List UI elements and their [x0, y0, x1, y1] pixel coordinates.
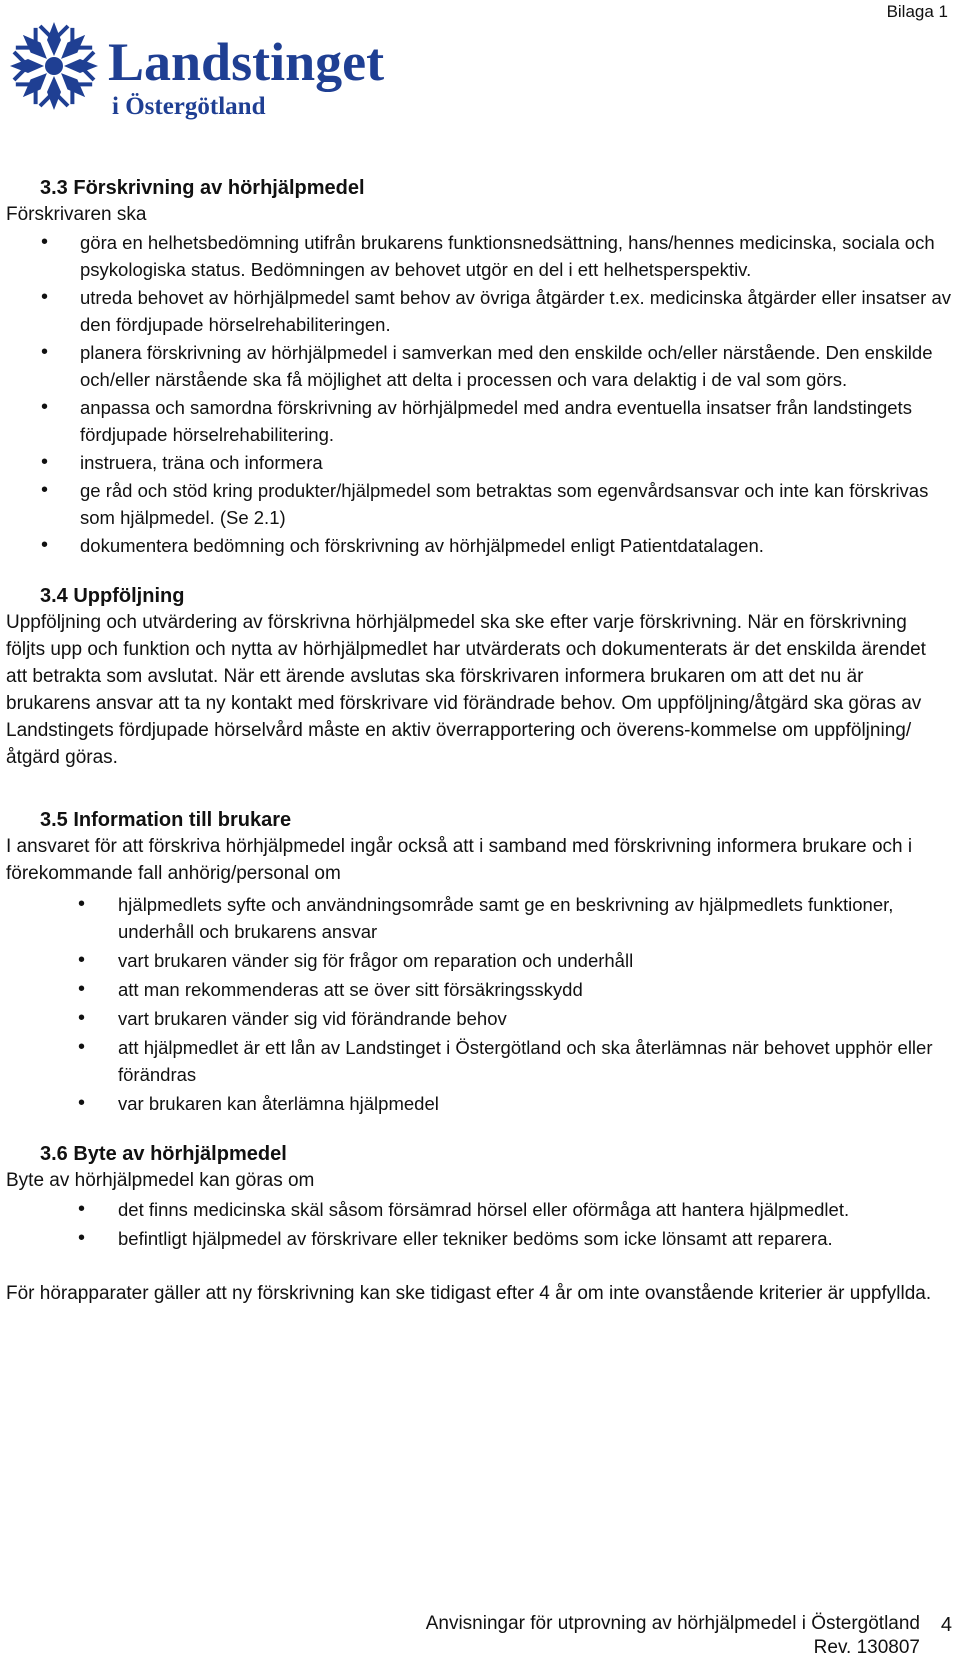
- list-item: • planera förskrivning av hörhjälpmedel i samverkan med den enskilde och/eller närstående. Den enskilde och/eller närstående ska få möjlighet att delta i processen och vara delaktig i de val som görs.: [6, 339, 951, 393]
- section-3-4-body: Uppföljning och utvärdering av förskrivna hörhjälpmedel ska ske efter varje förskrivning. När en förskrivning följts upp och funktion och nytta av hörhjälpmedlet har utvärderats och dokumenterats är det enskilda ärendet att betrakta som avslutat. När ett ärende avslutas ska förskrivaren informera brukaren om att det nu är brukarens ansvar att ta ny kontakt med förskrivare vid förändrade behov. Om uppföljning/åtgärd ska göras av Landstingets fördjupade hörselvård måste en aktiv överrapportering och överens-kommelse om uppföljning/åtgärd göras.: [6, 612, 926, 768]
- list-item: • ge råd och stöd kring produkter/hjälpmedel som betraktas som egenvårdsansvar och inte kan förskrivas som hjälpmedel. (Se 2.1): [6, 477, 951, 531]
- section-3-3-intro: Förskrivaren ska: [6, 204, 147, 225]
- logo-region: i Östergötland: [112, 93, 266, 120]
- logo-name: Landstinget: [108, 32, 385, 92]
- list-item: • dokumentera bedömning och förskrivning av hörhjälpmedel enligt Patientdatalagen.: [6, 532, 951, 559]
- section-3-3: [6, 175, 951, 559]
- section-3-5: [6, 807, 951, 1117]
- list-item: • anpassa och samordna förskrivning av hörhjälpmedel med andra eventuella insatser från landstingets fördjupade hörselrehabilitering.: [6, 394, 951, 448]
- section-3-6-intro: Byte av hörhjälpmedel kan göras om: [6, 1170, 315, 1191]
- section-3-6-list: [6, 1196, 951, 1252]
- list-item: • vart brukaren vänder sig för frågor om reparation och underhåll: [6, 947, 951, 974]
- section-3-6-note: För hörapparater gäller att ny förskrivning kan ske tidigast efter 4 år om inte ovanstående kriterier är uppfyllda.: [6, 1283, 932, 1304]
- footer-revision: Rev. 130807: [813, 1637, 920, 1658]
- page-footer: [360, 1612, 920, 1660]
- section-3-5-intro: I ansvaret för att förskriva hörhjälpmedel ingår också att i samband med förskrivning informera brukare och i förekommande fall anhörig/personal om: [6, 836, 913, 884]
- snowflake-crest-icon: [10, 22, 98, 110]
- list-item: • att man rekommenderas att se över sitt försäkringsskydd: [6, 976, 951, 1003]
- appendix-label: Bilaga 1: [886, 2, 948, 21]
- landstinget-logo: [6, 14, 426, 124]
- document-body: [6, 175, 951, 1307]
- list-item: • hjälpmedlets syfte och användningsområde samt ge en beskrivning av hjälpmedlets funktioner, underhåll och brukarens ansvar: [6, 891, 951, 945]
- section-3-4: [6, 583, 951, 771]
- list-item: • instruera, träna och informera: [6, 449, 951, 476]
- list-item: • utreda behovet av hörhjälpmedel samt behov av övriga åtgärder t.ex. medicinska åtgärder eller insatser av den fördjupade hörselrehabiliteringen.: [6, 284, 951, 338]
- list-item: • var brukaren kan återlämna hjälpmedel: [6, 1090, 951, 1117]
- list-item: • befintligt hjälpmedel av förskrivare eller tekniker bedöms som icke lönsamt att reparera.: [6, 1225, 951, 1252]
- section-3-6-title: 3.6 Byte av hörhjälpmedel: [40, 1143, 287, 1165]
- page-number: 4: [940, 1614, 952, 1636]
- section-3-3-title: 3.3 Förskrivning av hörhjälpmedel: [40, 177, 365, 199]
- list-item: • vart brukaren vänder sig vid förändrande behov: [6, 1005, 951, 1032]
- section-3-6: [6, 1141, 951, 1307]
- list-item: • att hjälpmedlet är ett lån av Landstinget i Östergötland och ska återlämnas när behovet upphör eller förändras: [6, 1034, 951, 1088]
- section-3-5-title: 3.5 Information till brukare: [40, 809, 292, 831]
- section-3-3-list: [6, 229, 951, 559]
- footer-title: Anvisningar för utprovning av hörhjälpmedel i Östergötland: [425, 1613, 920, 1634]
- section-3-5-list: [6, 891, 951, 1117]
- list-item: • det finns medicinska skäl såsom försämrad hörsel eller oförmåga att hantera hjälpmedlet.: [6, 1196, 951, 1223]
- list-item: • göra en helhetsbedömning utifrån brukarens funktionsnedsättning, hans/hennes medicinska, sociala och psykologiska status. Bedömningen av behovet utgör en del i ett helhetsperspektiv.: [6, 229, 951, 283]
- section-3-4-title: 3.4 Uppföljning: [40, 585, 185, 607]
